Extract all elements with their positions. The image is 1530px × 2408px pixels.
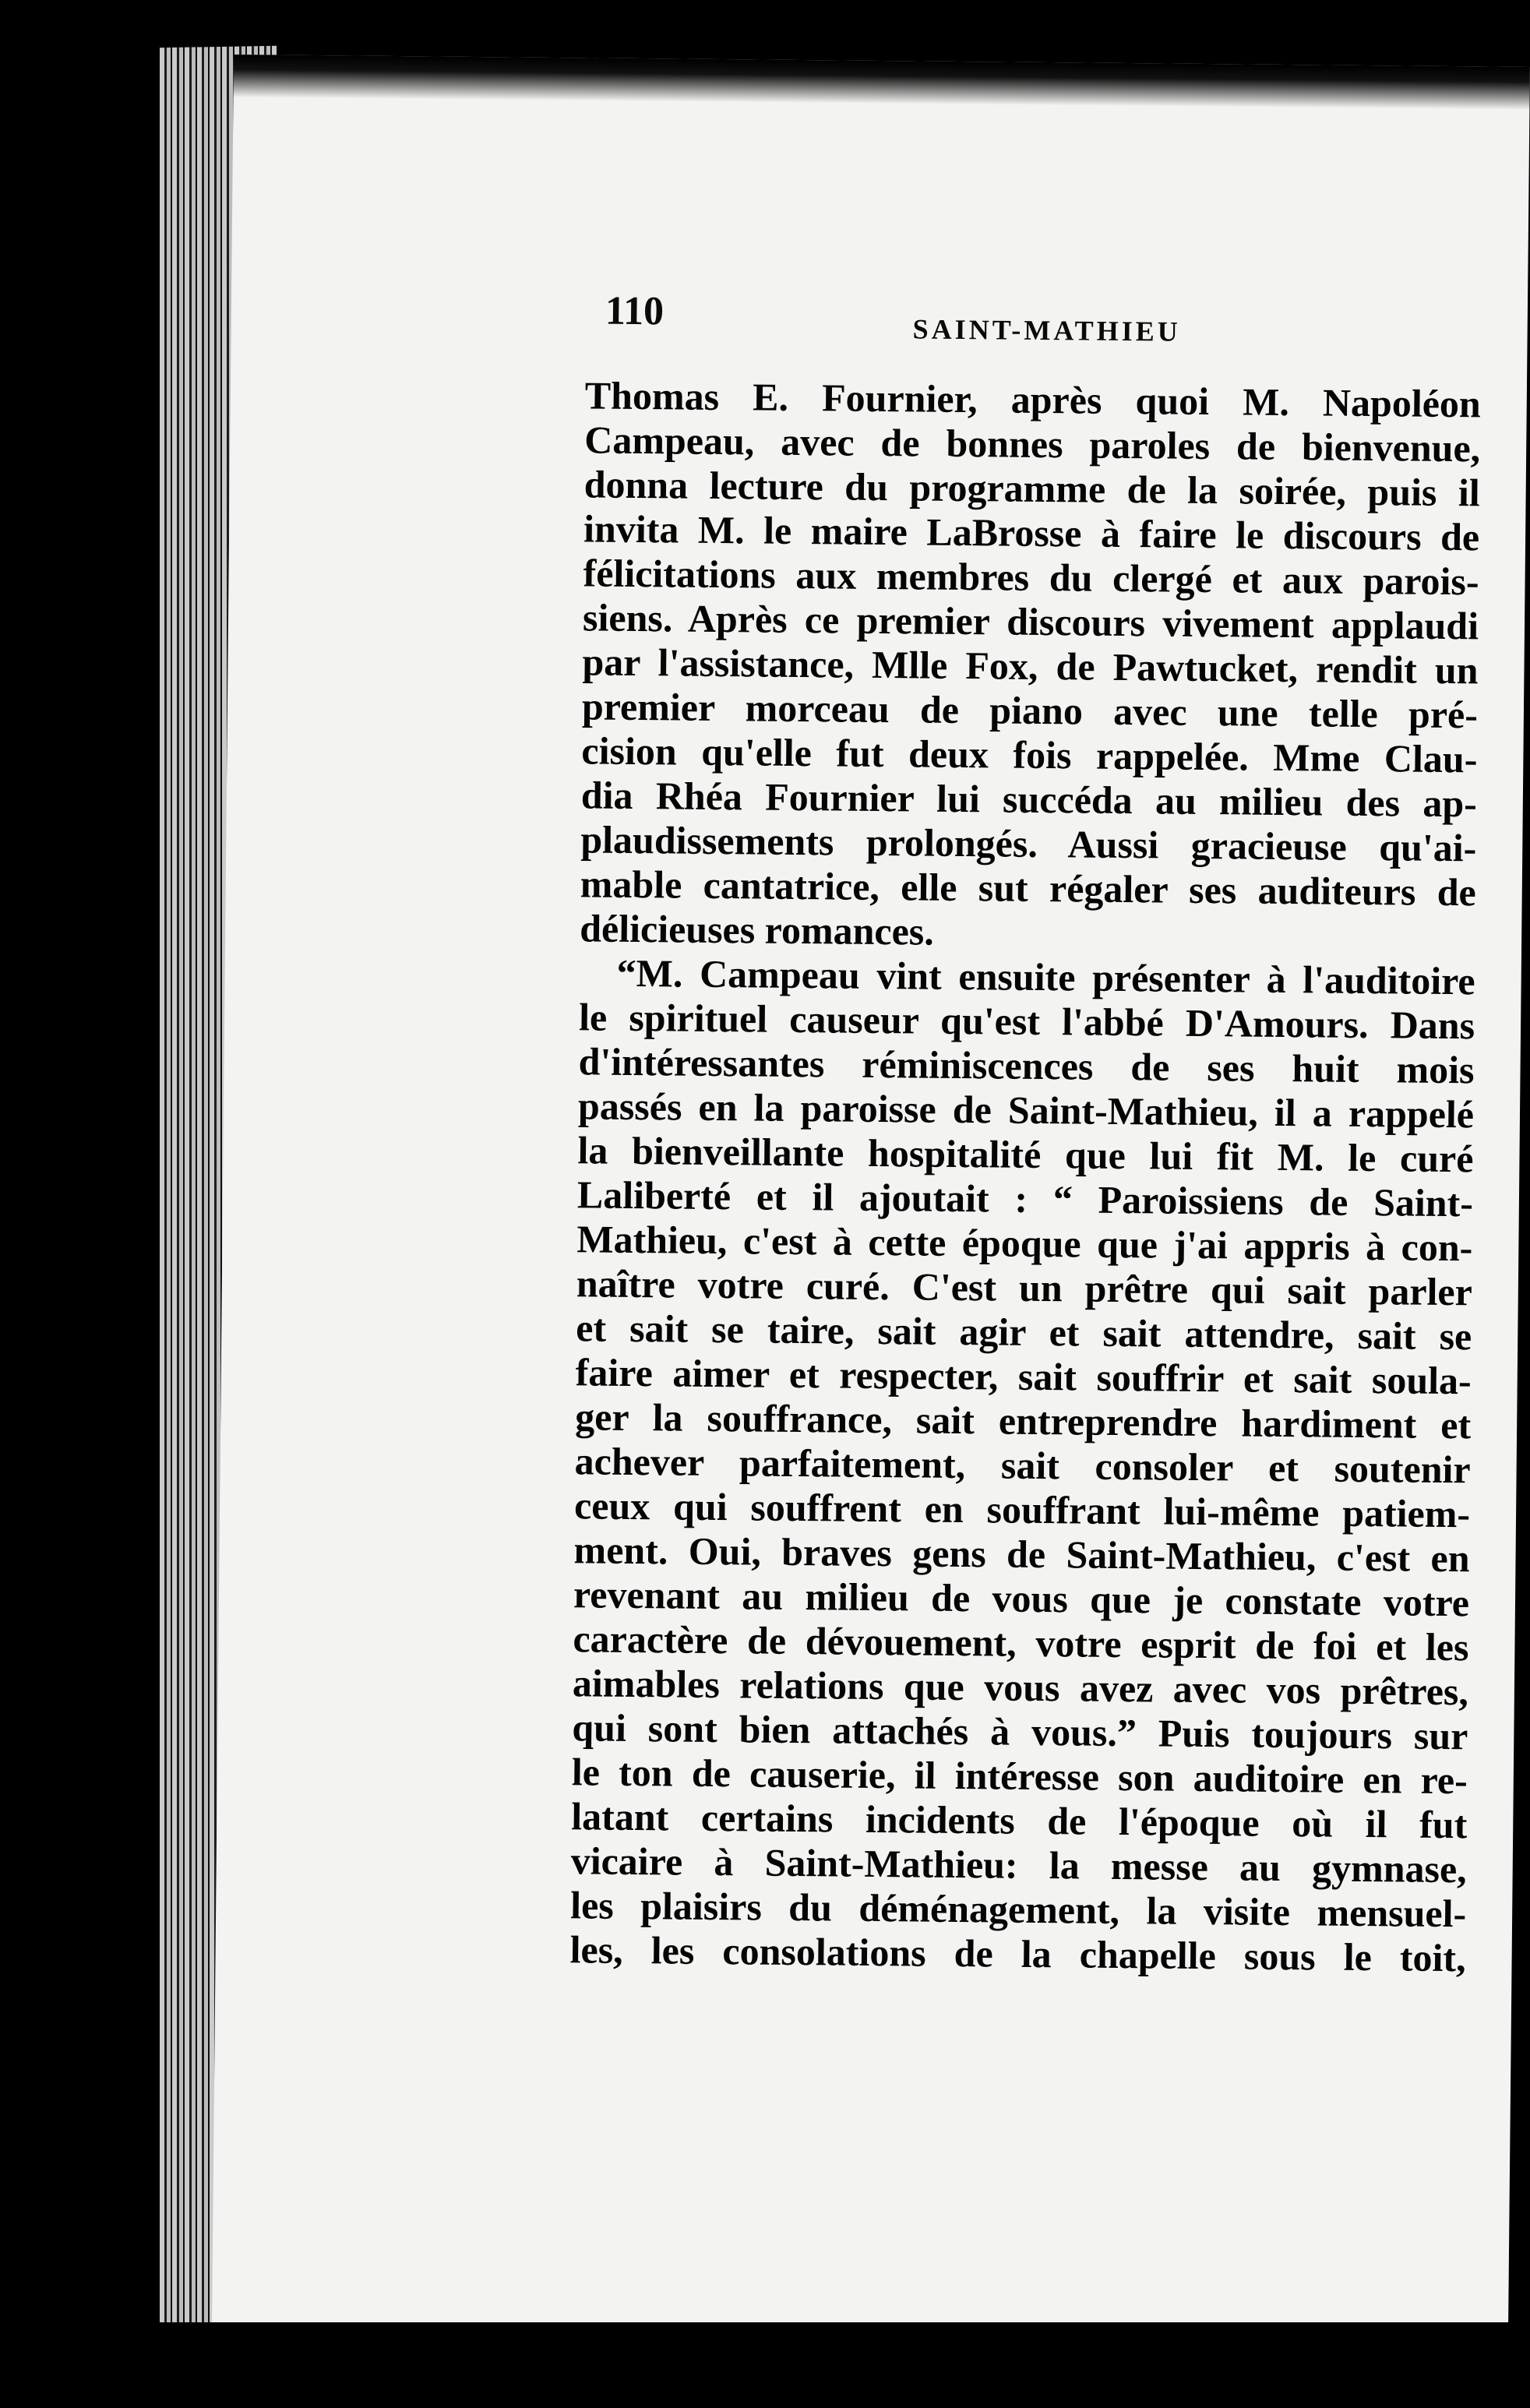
- text-line: revenant au milieu de vous que je constate votre: [573, 1572, 1470, 1625]
- text-line: achever parfaitement, sait consoler et soutenir: [574, 1439, 1471, 1492]
- text-line: donna lecture du programme de la soirée, puis il: [583, 462, 1480, 515]
- text-line: ceux qui souffrent en souffrant lui-même patiem-: [573, 1483, 1471, 1536]
- text-line: siens. Après ce premier discours vivement applaudi: [582, 595, 1479, 648]
- text-line: faire aimer et respecter, sait souffrir et sait soula-: [575, 1350, 1472, 1403]
- body-text: [569, 373, 1481, 1980]
- page-number: 110: [605, 288, 665, 334]
- text-line: par l'assistance, Mlle Fox, de Pawtucket, rendit un: [582, 640, 1479, 693]
- text-line: passés en la paroisse de Saint-Mathieu, il a rappelé: [577, 1084, 1475, 1137]
- text-line: qui sont bien attachés à vous.” Puis toujours sur: [572, 1705, 1468, 1758]
- text-line: Thomas E. Fournier, après quoi M. Napoléon: [584, 373, 1482, 426]
- text-line: naître votre curé. C'est un prêtre qui sait parler: [576, 1261, 1473, 1314]
- text-line: et sait se taire, sait agir et sait attendre, sait se: [576, 1306, 1472, 1359]
- text-line: latant certains incidents de l'époque où il fut: [571, 1794, 1468, 1847]
- text-line: délicieuses romances.: [579, 906, 935, 954]
- text-line: “M. Campeau vint ensuite présenter à l'auditoire: [616, 950, 1475, 1003]
- text-line: le spirituel causeur qu'est l'abbé D'Amours. Dans: [578, 995, 1475, 1048]
- scan-bottom-margin: [0, 2322, 1530, 2408]
- text-line: premier morceau de piano avec une telle pré-: [581, 684, 1479, 737]
- page-top-edge: [233, 55, 1529, 110]
- text-line: les plaisirs du déménagement, la visite mensuel-: [569, 1883, 1467, 1936]
- text-line: d'intéressantes réminiscences de ses huit mois: [578, 1039, 1475, 1092]
- text-line: caractère de dévouement, votre esprit de foi et les: [573, 1616, 1469, 1669]
- text-line: les, les consolations de la chapelle sous le toit,: [569, 1927, 1466, 1980]
- text-line: mable cantatrice, elle sut régaler ses auditeurs de: [580, 862, 1477, 915]
- text-line: Laliberté et il ajoutait : “ Paroissiens de Saint-: [576, 1172, 1474, 1225]
- text-line: cision qu'elle fut deux fois rappelée. Mme Clau-: [581, 728, 1478, 781]
- text-line: dia Rhéa Fournier lui succéda au milieu des ap-: [580, 773, 1478, 826]
- text-line: invita M. le maire LaBrosse à faire le discours de: [583, 506, 1480, 559]
- book-page: [212, 55, 1530, 2338]
- text-line: ment. Oui, braves gens de Saint-Mathieu, c'est en: [573, 1528, 1470, 1581]
- text-line: la bienveillante hospitalité que lui fit M. le curé: [577, 1128, 1474, 1181]
- text-line: Campeau, avec de bonnes paroles de bienvenue,: [584, 418, 1481, 471]
- text-line: vicaire à Saint-Mathieu: la messe au gymnase,: [570, 1839, 1467, 1891]
- text-line: plaudissements prolongés. Aussi gracieuse qu'ai-: [580, 817, 1477, 870]
- text-line: le ton de causerie, il intéresse son auditoire en re-: [571, 1750, 1468, 1803]
- page-header: [605, 288, 1530, 368]
- text-line: Mathieu, c'est à cette époque que j'ai appris à con-: [576, 1217, 1473, 1270]
- text-line: ger la souffrance, sait entreprendre hardiment et: [574, 1394, 1472, 1447]
- text-line: félicitations aux membres du clergé et aux parois-: [583, 551, 1479, 604]
- text-line: aimables relations que vous avez avec vos prêtres,: [572, 1661, 1469, 1714]
- running-head: SAINT-MATHIEU: [912, 313, 1181, 347]
